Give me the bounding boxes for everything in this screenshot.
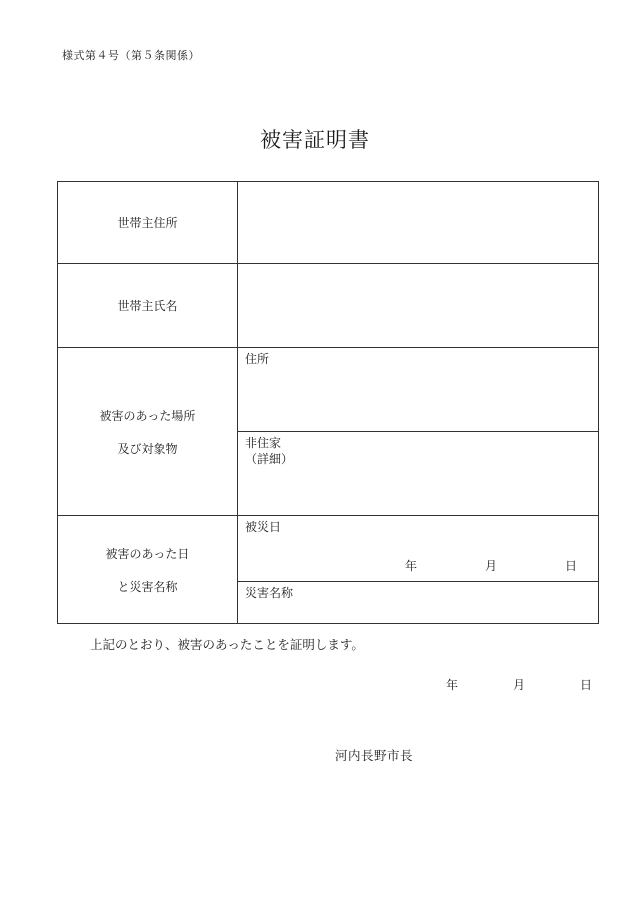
household-address-field[interactable]	[238, 182, 598, 263]
non-residential-text: 非住家	[245, 436, 282, 450]
issue-year-label: 年	[446, 678, 459, 692]
damage-location-cell	[238, 348, 598, 515]
row-damage-location	[58, 348, 598, 516]
row-household-name	[58, 264, 598, 348]
disaster-date-label: 被災日	[245, 520, 282, 534]
detail-text: （詳細）	[245, 452, 294, 466]
certificate-table	[57, 181, 599, 624]
non-residential-label	[245, 435, 293, 467]
label-text: 被害のあった場所	[99, 408, 196, 423]
label-text: 世帯主氏名	[117, 299, 178, 313]
issue-day-label: 日	[580, 678, 593, 692]
label-text: 世帯主住所	[117, 216, 178, 230]
label-text: 及び対象物	[117, 441, 178, 456]
issue-month-label: 月	[513, 678, 526, 692]
label-text: 被害のあった日	[105, 546, 190, 561]
label-household-address	[58, 182, 238, 263]
document-title: 被害証明書	[260, 128, 370, 152]
disaster-date-field[interactable]	[238, 516, 598, 582]
address-label: 住所	[245, 352, 270, 366]
certification-statement: 上記のとおり、被害のあったことを証明します。	[90, 637, 364, 652]
non-residential-field[interactable]	[238, 432, 598, 515]
form-number: 様式第４号（第５条関係）	[62, 49, 200, 62]
label-damage-date	[58, 516, 238, 623]
row-household-address	[58, 182, 598, 264]
disaster-name-label: 災害名称	[245, 586, 294, 600]
year-label: 年	[405, 559, 418, 573]
issuer-name: 河内長野市長	[335, 748, 414, 763]
household-name-field[interactable]	[238, 264, 598, 347]
damage-date-cell	[238, 516, 598, 623]
day-label: 日	[565, 559, 578, 573]
disaster-name-field[interactable]	[238, 582, 598, 623]
label-text: と災害名称	[117, 579, 178, 594]
label-damage-location	[58, 348, 238, 515]
label-household-name	[58, 264, 238, 347]
damage-address-field[interactable]	[238, 348, 598, 432]
row-damage-date	[58, 516, 598, 623]
month-label: 月	[485, 559, 498, 573]
